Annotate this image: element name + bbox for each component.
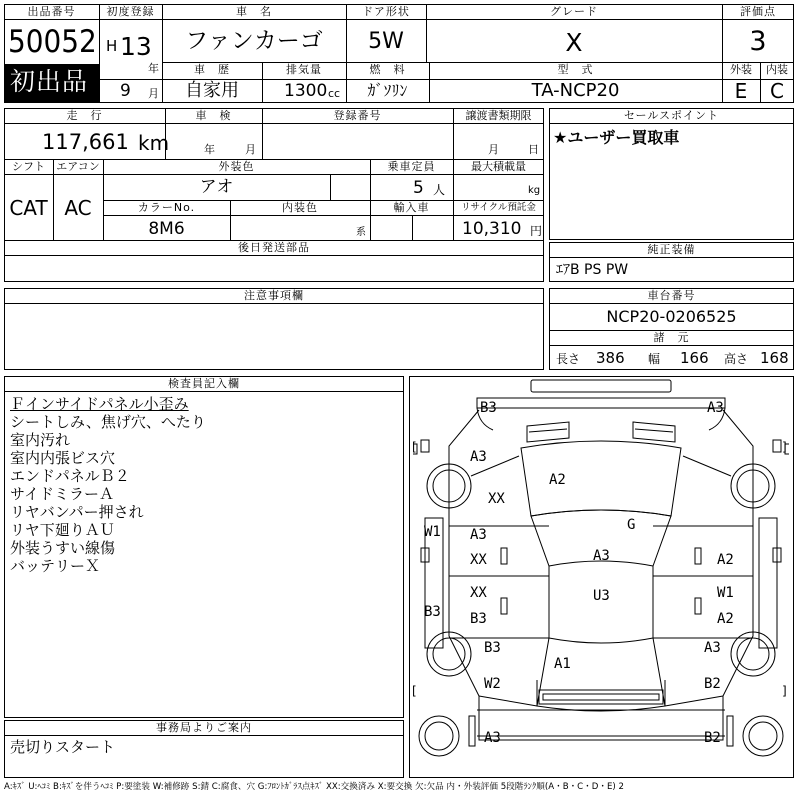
import-label: 輸入車 — [393, 201, 430, 214]
bracket-mark: ] — [782, 684, 787, 698]
note-line: リヤ下廻りＡＵ — [10, 521, 115, 539]
chassis-number: NCP20-0206525 — [606, 307, 737, 326]
transfer-label: 譲渡書類期限 — [465, 109, 532, 122]
spec-label: 諸 元 — [653, 331, 690, 344]
caution-label: 注意事項欄 — [244, 289, 304, 302]
month-unit: 月 — [148, 87, 159, 100]
fuel-label: 燃 料 — [369, 63, 406, 76]
mileage-value: 117,661 — [42, 130, 129, 154]
score-label: 評価点 — [740, 5, 776, 18]
load-label: 最大積載量 — [471, 160, 526, 173]
length-label: 長さ — [556, 352, 581, 366]
bracket-mark: [ — [412, 684, 417, 698]
note-line: 外装うすい線傷 — [10, 539, 116, 557]
inspector-label: 検査員記入欄 — [168, 377, 240, 390]
car-diagram — [409, 376, 794, 778]
damage-w2: W2 — [484, 676, 501, 692]
sales-point-label: セールスポイント — [623, 109, 719, 122]
score-value: 3 — [749, 26, 767, 57]
mileage-label: 走 行 — [66, 109, 103, 122]
damage-rl-bumper: A3 — [484, 730, 501, 746]
damage-hood: A2 — [549, 472, 566, 488]
height-value: 168 — [760, 349, 789, 367]
equipment-label: 純正装備 — [647, 243, 696, 256]
history-label: 車 歴 — [194, 63, 230, 76]
bracket-mark: ] — [782, 440, 787, 454]
sales-point-text: ★ユーザー買取車 — [553, 128, 680, 147]
reg-year: 13 — [120, 32, 152, 61]
ac-label: エアコン — [56, 160, 100, 173]
damage-l-front-door: A3 — [470, 527, 487, 543]
shift-value: CAT — [9, 196, 48, 220]
note-line: バッテリーＸ — [10, 557, 101, 575]
displacement-label: 排気量 — [286, 63, 322, 76]
note-line: サイドミラーＡ — [10, 485, 114, 503]
door-type: 5W — [368, 29, 404, 54]
displacement-value: 1300 — [284, 81, 328, 101]
damage-fl-bumper: B3 — [480, 400, 497, 416]
damage-l-rear-door-xx: XX — [470, 585, 487, 601]
inspection-label: 車 検 — [195, 109, 232, 122]
model-label: 型 式 — [557, 63, 594, 76]
interior-color-label: 内装色 — [282, 201, 318, 214]
era: H — [106, 37, 118, 55]
damage-roof-front: A3 — [593, 548, 610, 564]
interior-label: 内装 — [766, 63, 788, 76]
note-line: リヤバンパー押され — [10, 503, 144, 521]
bracket-mark: [ — [412, 440, 417, 454]
damage-w1-right: W1 — [717, 585, 734, 601]
reg-no-label: 登録番号 — [333, 109, 382, 122]
damage-windshield: G — [627, 517, 636, 533]
recycle-label: リサイクル預託金 — [461, 202, 536, 213]
legend: A:ｷｽﾞ U:ﾍｺﾐ B:ｷｽﾞを伴うﾍｺﾐ P:要塗装 W:補修跡 S:錆 C:腐食、穴 G:ﾌﾛﾝﾄｶﾞﾗｽ点ｷｽﾞ XX:交換済み X:要交換 欠:欠品 内・外装評価 5段階ﾗﾝｸ順(A・B・C・D・E) 2 — [4, 782, 624, 792]
year-unit: 年 — [148, 62, 159, 75]
shift-label: シフト — [12, 160, 45, 173]
damage-fr-bumper: A3 — [707, 400, 724, 416]
office-label: 事務局よりご案内 — [156, 721, 252, 734]
color-no-label: カラーNo. — [137, 201, 196, 214]
transfer-month-unit: 月 — [488, 143, 499, 156]
damage-back-door: A1 — [554, 656, 571, 672]
damage-fl-xx: XX — [488, 491, 505, 507]
exterior-label: 外装 — [730, 63, 752, 76]
inspector-notes — [10, 395, 206, 575]
recycle-unit: 円 — [530, 224, 543, 238]
damage-l-rear-door: B3 — [470, 611, 487, 627]
recycle-value: 10,310 — [462, 219, 522, 239]
interior-grade: C — [770, 79, 784, 103]
displacement-unit: cc — [328, 87, 341, 100]
lot-number: 50052 — [8, 24, 97, 60]
history-value: 自家用 — [185, 80, 239, 101]
capacity-value: 5 — [413, 178, 424, 198]
name-label: 車 名 — [236, 5, 272, 18]
grade-value: X — [565, 28, 583, 57]
inspection-year-unit: 年 — [204, 143, 215, 156]
reg-label: 初度登録 — [106, 5, 155, 18]
damage-fl-fender: A3 — [470, 449, 487, 465]
color-no-value: 8M6 — [148, 219, 185, 239]
capacity-unit: 人 — [433, 183, 446, 197]
model-value: TA-NCP20 — [531, 80, 620, 101]
damage-r-front-door: A2 — [717, 552, 734, 568]
chassis-label: 車台番号 — [647, 289, 696, 302]
color-value: アオ — [199, 177, 234, 197]
capacity-label: 乗車定員 — [387, 160, 436, 173]
first-listing-label: 初出品 — [10, 67, 89, 96]
later-parts-label: 後日発送部品 — [238, 241, 310, 254]
width-value: 166 — [680, 349, 709, 367]
height-label: 高さ — [724, 352, 749, 366]
damage-w1-left: W1 — [424, 524, 441, 540]
ac-value: AC — [64, 196, 92, 220]
lot-label: 出品番号 — [27, 5, 76, 18]
interior-color-unit: 系 — [356, 227, 366, 238]
load-unit: kg — [528, 185, 541, 196]
exterior-grade: E — [734, 79, 748, 103]
note-line: 室内内張ビス穴 — [10, 449, 116, 467]
note-line: シートしみ、焦げ穴、へたり — [10, 413, 206, 431]
grade-label: グレード — [550, 5, 598, 18]
length-value: 386 — [596, 349, 625, 367]
damage-l-quarter: B3 — [484, 640, 501, 656]
damage-roof: U3 — [593, 588, 610, 604]
inspection-month-unit: 月 — [245, 143, 256, 156]
note-line: 室内汚れ — [10, 431, 71, 449]
door-label: ドア形状 — [362, 5, 410, 18]
note-line: Ｆインサイドパネル小歪み — [10, 395, 189, 413]
color-label: 外装色 — [218, 160, 255, 173]
equipment-text: ｴｱB PS PW — [556, 262, 629, 278]
damage-rr-bumper: B2 — [704, 730, 721, 746]
reg-month: 9 — [120, 81, 131, 101]
mileage-unit: km — [138, 131, 170, 155]
damage-l-front-door-xx: XX — [470, 552, 487, 568]
damage-l-sill: B3 — [424, 604, 441, 620]
office-text: 売切りスタート — [10, 738, 116, 756]
transfer-day-unit: 日 — [528, 143, 539, 156]
damage-r-quarter: A3 — [704, 640, 721, 656]
car-name: ファンカーゴ — [185, 28, 323, 54]
damage-r-rear: B2 — [704, 676, 721, 692]
fuel-value: ｶﾞｿﾘﾝ — [367, 81, 408, 100]
width-label: 幅 — [648, 352, 661, 366]
damage-r-rear-door: A2 — [717, 611, 734, 627]
note-line: エンドパネルＢ２ — [10, 467, 130, 485]
